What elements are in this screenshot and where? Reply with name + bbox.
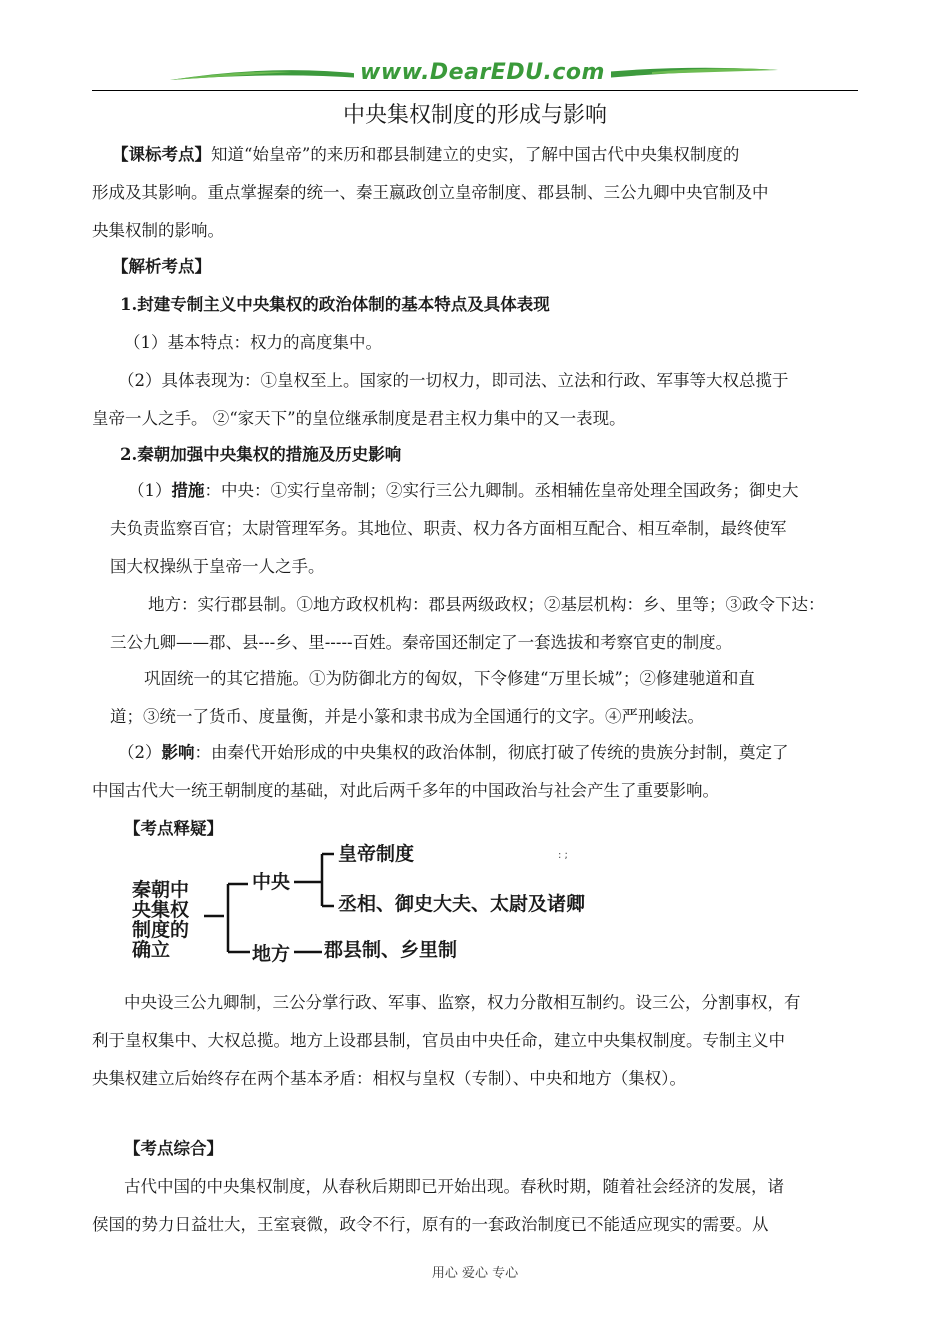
diagram-huangdi: 皇帝制度 xyxy=(338,843,415,865)
zonghe-heading: 【考点综合】 xyxy=(124,1139,223,1158)
zonghe-line-1: 古代中国的中央集权制度，从春秋后期即已开始出现。春秋时期，随着社会经济的发展，诸 xyxy=(124,1177,784,1196)
diagram-chengxiang: 丞相、御史大夫、太尉及诸卿 xyxy=(338,893,586,915)
yingxiang-label: 影响 xyxy=(161,743,195,762)
cuoshi-label: 措施 xyxy=(171,481,205,500)
kebiao-line-1: 【课标考点】知道“始皇帝”的来历和郡县制建立的史实，了解中国古代中央集权制度的 xyxy=(112,145,740,164)
zonghe-line-2: 侯国的势力日益壮大，王室衰微，政令不行，原有的一套政治制度已不能适应现实的需要。从 xyxy=(92,1215,769,1234)
kebiao-line-3: 央集权制的影响。 xyxy=(92,221,224,240)
yingxiang-line-1: （2）影响：由秦代开始形成的中央集权的政治体制，彻底打破了传统的贵族分封制，奠定了 xyxy=(118,743,789,762)
site-logo-banner xyxy=(92,58,858,92)
institution-diagram xyxy=(128,834,628,974)
shiyi-line-2: 利于皇权集中、大权总揽。地方上设郡县制，官员由中央任命，建立中央集权制度。专制主义中 xyxy=(92,1031,785,1050)
diagram-root-line-2: 央集权 xyxy=(132,899,190,921)
section-2-heading: 2.秦朝加强中央集权的措施及历史影响 xyxy=(120,445,402,464)
document-title: 中央集权制度的形成与影响 xyxy=(342,103,607,128)
s1-expression-line-2: 皇帝一人之手。 ②“家天下”的皇位继承制度是君主权力集中的又一表现。 xyxy=(92,409,626,428)
kebiao-line-2: 形成及其影响。重点掌握秦的统一、秦王嬴政创立皇帝制度、郡县制、三公九卿中央官制及中 xyxy=(92,183,769,202)
cuoshi-line-3: 国大权操纵于皇帝一人之手。 xyxy=(110,557,325,576)
diagram-stray-mark: : ; xyxy=(558,850,568,861)
difang-line-2: 三公九卿——郡、县---乡、里-----百姓。秦帝国还制定了一套选拔和考察官吏的制度。 xyxy=(110,633,733,652)
diagram-root-line-3: 制度的 xyxy=(132,919,190,941)
s1-expression-line-1: （2）具体表现为：①皇权至上。国家的一切权力，即司法、立法和行政、军事等大权总揽于 xyxy=(118,371,789,390)
shiyi-line-1: 中央设三公九卿制，三公分掌行政、军事、监察，权力分散相互制约。设三公，分割事权，有 xyxy=(124,993,801,1012)
diagram-junxian: 郡县制、乡里制 xyxy=(324,939,458,961)
header-rule xyxy=(92,90,858,91)
page-footer: 用心 爱心 专心 xyxy=(431,1266,519,1281)
diagram-difang: 地方 xyxy=(252,943,291,965)
shiyi-heading: 【考点释疑】 xyxy=(124,819,223,838)
gonggu-line-1: 巩固统一的其它措施。①为防御北方的匈奴，下令修建“万里长城”；②修建驰道和直 xyxy=(144,669,755,688)
shiyi-line-3: 央集权建立后始终存在两个基本矛盾：相权与皇权（专制）、中央和地方（集权）。 xyxy=(92,1069,686,1088)
cuoshi-line-2: 夫负责监察百官；太尉管理军务。其地位、职责、权力各方面相互配合、相互牵制，最终使军 xyxy=(110,519,787,538)
section-1-heading: 1.封建专制主义中央集权的政治体制的基本特点及具体表现 xyxy=(120,295,550,314)
logo-text: www.DearEDU.com xyxy=(354,60,611,85)
s1-feature: （1）基本特点：权力的高度集中。 xyxy=(124,333,382,352)
diagram-root-line-1: 秦朝中 xyxy=(132,879,190,901)
difang-line-1: 地方：实行郡县制。①地方政权机构：郡县两级政权；②基层机构：乡、里等；③政令下达： xyxy=(148,595,825,614)
diagram-root-line-4: 确立 xyxy=(132,939,171,961)
kebiao-label: 【课标考点】 xyxy=(112,145,211,164)
cuoshi-line-1: （1）措施：中央：①实行皇帝制；②实行三公九卿制。丞相辅佐皇帝处理全国政务；御史大 xyxy=(128,481,799,500)
gonggu-line-2: 道；③统一了货币、度量衡，并是小篆和隶书成为全国通行的文字。④严刑峻法。 xyxy=(110,707,704,726)
yingxiang-line-2: 中国古代大一统王朝制度的基础，对此后两千多年的中国政治与社会产生了重要影响。 xyxy=(92,781,719,800)
jiexi-heading: 【解析考点】 xyxy=(112,257,211,276)
diagram-zhongyang: 中央 xyxy=(252,871,291,893)
